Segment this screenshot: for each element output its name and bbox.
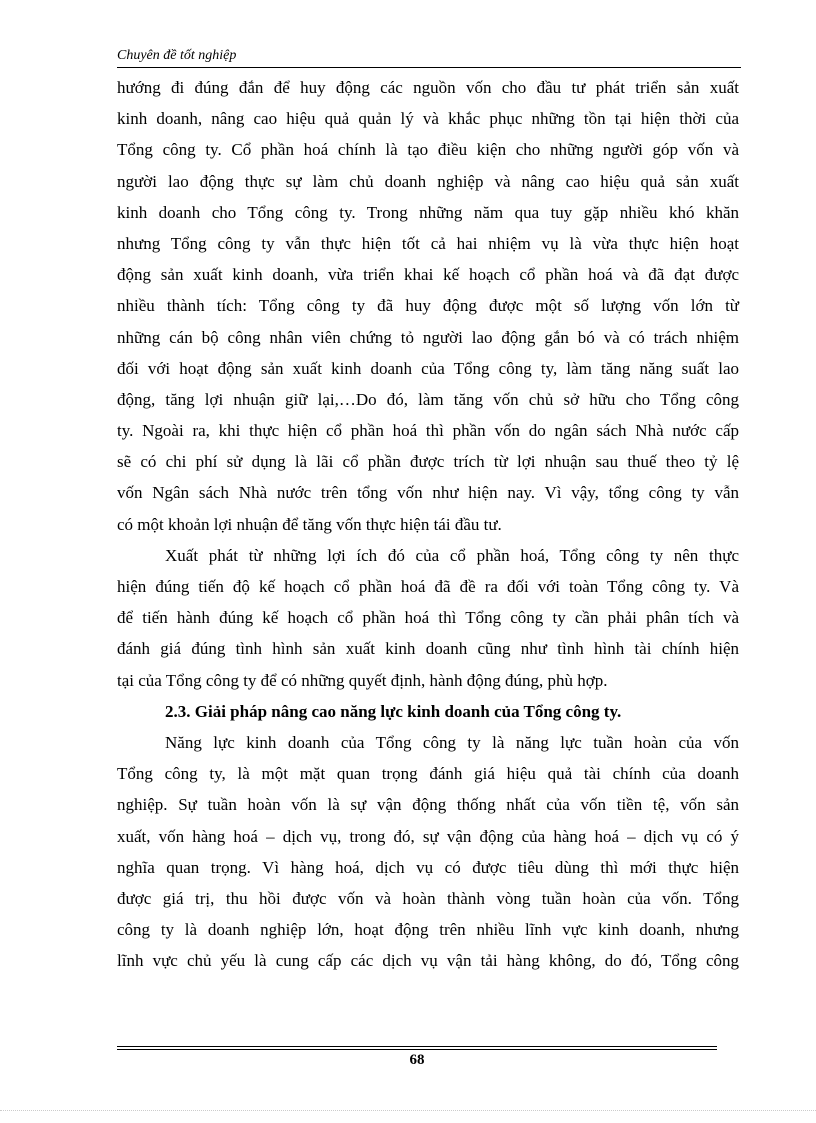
body-line: được giá trị, thu hồi được vốn và hoàn thành vòng tuần hoàn của vốn. Tổng <box>117 888 739 908</box>
body-line: những cán bộ công nhân viên chứng tỏ người lao động gắn bó và có trách nhiệm <box>117 327 739 347</box>
body-line: hiện đúng tiến độ kế hoạch cổ phần hoá đã đề ra đối với toàn Tổng công ty. Và <box>117 577 739 596</box>
document-body <box>117 72 739 976</box>
running-header: Chuyên đề tốt nghiệp <box>117 48 237 63</box>
body-line: Năng lực kinh doanh của Tổng công ty là năng lực tuần hoàn của vốn <box>165 732 739 752</box>
body-line: người lao động thực sự làm chủ doanh nghiệp và nâng cao hiệu quả sản xuất <box>117 171 739 191</box>
body-line: đánh giá đúng tình hình sản xuất kinh doanh cũng như tình hình tài chính hiện <box>117 639 739 659</box>
page-number: 68 <box>409 1052 425 1068</box>
body-line: tại của Tổng công ty để có những quyết định, hành động đúng, phù hợp. <box>117 670 608 690</box>
body-line: kinh doanh cho Tổng công ty. Trong những năm qua tuy gặp nhiều khó khăn <box>117 202 739 222</box>
body-line: có một khoản lợi nhuận để tăng vốn thực hiện tái đầu tư. <box>117 514 502 534</box>
body-line: nghĩa quan trọng. Vì hàng hoá, dịch vụ có được tiêu dùng thì mới thực hiện <box>117 857 739 877</box>
body-line: Xuất phát từ những lợi ích đó của cổ phần hoá, Tổng công ty nên thực <box>165 545 739 565</box>
body-line: lĩnh vực chủ yếu là cung cấp các dịch vụ vận tải hàng không, do đó, Tổng công <box>117 951 739 971</box>
body-line: sẽ có chi phí sử dụng là lãi cổ phần được trích từ lợi nhuận sau thuế theo tỷ lệ <box>117 452 739 472</box>
body-line: Tổng công ty, là một mặt quan trọng đánh giá hiệu quả tài chính của doanh <box>117 764 739 784</box>
body-line: vốn Ngân sách Nhà nước trên tổng vốn như hiện nay. Vì vậy, tổng công ty vẫn <box>117 483 739 503</box>
body-line: nhưng Tổng công ty vẫn thực hiện tốt cả hai nhiệm vụ là vừa thực hiện hoạt <box>117 233 739 253</box>
body-line: động, tăng lợi nhuận giữ lại,…Do đó, làm tăng vốn chủ sở hữu cho Tổng công <box>117 389 739 409</box>
body-line: xuất, vốn hàng hoá – dịch vụ, trong đó, sự vận động của hàng hoá – dịch vụ có ý <box>117 826 739 846</box>
page-edge <box>0 1110 816 1111</box>
body-line: ty. Ngoài ra, khi thực hiện cổ phần hoá thì phần vốn do ngân sách Nhà nước cấp <box>117 421 739 441</box>
body-line: để tiến hành đúng kế hoạch cổ phần hoá thì Tổng công ty cần phải phân tích và <box>117 608 739 628</box>
body-line: Tổng công ty. Cổ phần hoá chính là tạo điều kiện cho những người góp vốn và <box>117 140 739 160</box>
body-line: đối với hoạt động sản xuất kinh doanh của Tổng công ty, làm tăng năng suất lao <box>117 358 739 378</box>
body-line: kinh doanh, nâng cao hiệu quả quản lý và khắc phục những tồn tại hiện thời của <box>117 109 739 129</box>
body-line: công ty là doanh nghiệp lớn, hoạt động trên nhiều lĩnh vực kinh doanh, nhưng <box>117 920 739 940</box>
header-rule <box>117 67 741 68</box>
body-line: động sản xuất kinh doanh, vừa triển khai kế hoạch cổ phần hoá và đã đạt được <box>117 265 739 285</box>
body-line: nghiệp. Sự tuần hoàn vốn là sự vận động thống nhất của vốn tiền tệ, vốn sản <box>117 795 739 815</box>
body-line: nhiều thành tích: Tổng công ty đã huy động được một số lượng vốn lớn từ <box>117 296 739 316</box>
section-heading: 2.3. Giải pháp nâng cao năng lực kinh doanh của Tổng công ty. <box>165 701 622 721</box>
body-line: hướng đi đúng đắn để huy động các nguồn vốn cho đầu tư phát triển sản xuất <box>117 78 739 97</box>
